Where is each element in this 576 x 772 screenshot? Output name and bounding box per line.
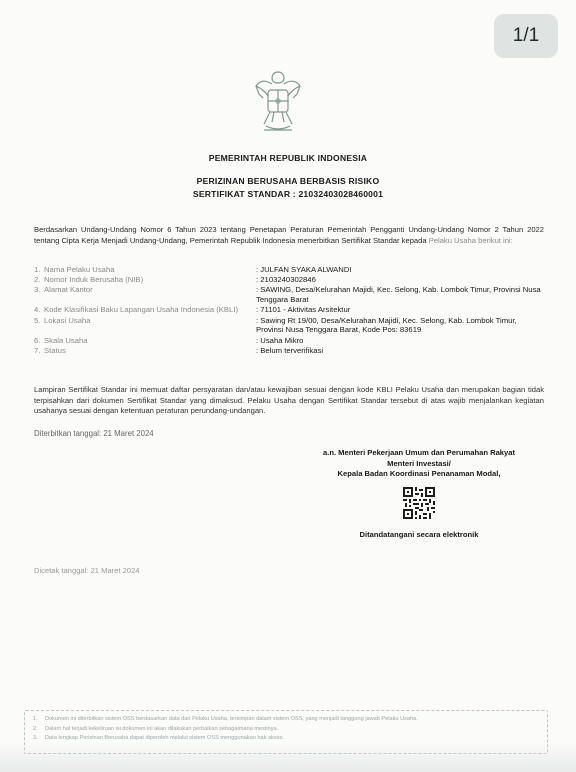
field-label: Alamat Kantor bbox=[44, 285, 93, 295]
field-number: 1. bbox=[34, 265, 41, 274]
intro-paragraph bbox=[34, 225, 544, 247]
field-value: : Belum terverifikasi bbox=[256, 345, 324, 355]
document-title: PERIZINAN BERUSAHA BERBASIS RISIKO bbox=[196, 176, 380, 186]
signatory-line-1: a.n. Menteri Pekerjaan Umum dan Perumahan Rakyat bbox=[322, 448, 516, 457]
signatory-line-2: Menteri Investasi/ bbox=[387, 458, 451, 468]
business-fields bbox=[34, 265, 544, 356]
field-row bbox=[34, 275, 544, 285]
electronic-signature-note: Ditandatangani secara elektronik bbox=[359, 530, 479, 539]
intro-tail: Pelaku Usaha berikut ini: bbox=[428, 235, 513, 245]
footer-note-number: 2. bbox=[33, 725, 38, 732]
qr-code-icon bbox=[403, 487, 435, 519]
issued-date: Diterbitkan tanggal: 21 Maret 2024 bbox=[34, 429, 154, 438]
field-number: 2. bbox=[34, 275, 41, 285]
field-row bbox=[34, 265, 544, 275]
field-label: Skala Usaha bbox=[44, 335, 88, 345]
field-value: : JULFAN SYAKA ALWANDI bbox=[256, 265, 352, 274]
field-row bbox=[34, 316, 544, 336]
field-number: 6. bbox=[34, 335, 41, 345]
footer-note-number: 1. bbox=[33, 716, 38, 722]
signatory-block bbox=[296, 448, 542, 480]
intro-text: Berdasarkan Undang-Undang Nomor 6 Tahun 2023 tentang Penetapan Peraturan Pemerintah Pengganti Undang-Undang Nomor 2 Tahun 2022 tentang Cipta Kerja Menjadi Undang-Undang, Pemerintah Republik Indonesia menerbitkan Sertifikat Standar kepada bbox=[34, 225, 544, 245]
bottom-shadow bbox=[0, 742, 576, 772]
field-number: 5. bbox=[34, 315, 41, 325]
field-value: : 71101 - Aktivitas Arsitektur bbox=[256, 305, 351, 315]
field-row bbox=[34, 336, 544, 346]
field-label: Nomor Induk Berusaha (NIB) bbox=[44, 275, 144, 285]
footer-note-number: 3. bbox=[33, 735, 38, 742]
field-number: 7. bbox=[34, 345, 41, 355]
field-label: Lokasi Usaha bbox=[44, 315, 91, 325]
field-label: Nama Pelaku Usaha bbox=[44, 265, 115, 274]
signatory-line-3: Kepala Badan Koordinasi Penanaman Modal, bbox=[337, 469, 501, 479]
field-label: Kode Klasifikasi Baku Lapangan Usaha Indonesia (KBLI) bbox=[44, 305, 239, 315]
footer-note-text: Data lengkap Perizinan Berusaha dapat diperoleh melalui sistem OSS menggunakan hak akses. bbox=[45, 735, 285, 742]
field-value: : Sawing Rt 19/00, Desa/Kelurahan Majidi, Kec. Selong, Kab. Lombok Timur, Provinsi Nusa Tenggara Barat, Kode Pos: 83619 bbox=[256, 315, 517, 335]
field-row bbox=[34, 346, 544, 356]
field-row bbox=[34, 305, 544, 315]
footer-note-text: Dalam hal terjadi kekeliruan isi dokumen ini akan dilakukan perbaikan sebagaimana mestinya. bbox=[45, 725, 279, 732]
closing-paragraph: Lampiran Sertifikat Standar ini memuat daftar persyaratan dan/atau kewajiban sesuai dengan kode KBLI Pelaku Usaha dan merupakan bagian tidak terpisahkan dari dokumen Sertifikat Standar yang dimaksud. Pelaku Usaha dengan Sertifikat Standar tersebut di atas wajib menjalankan kegiatan usahanya sesuai dengan ketentuan peraturan perundang-undangan. bbox=[34, 385, 544, 416]
field-value: : Usaha Mikro bbox=[256, 335, 304, 345]
page-indicator: 1/1 bbox=[494, 14, 558, 58]
field-row bbox=[34, 285, 544, 305]
government-heading: PEMERINTAH REPUBLIK INDONESIA bbox=[208, 153, 368, 163]
footer-note bbox=[33, 725, 539, 735]
certificate-number: SERTIFIKAT STANDAR : 21032403028460001 bbox=[192, 189, 384, 199]
field-value: : 2103240302846 bbox=[256, 275, 316, 285]
footer-note-text: Dokumen ini diterbitkan sistem OSS berdasarkan data dari Pelaku Usaha, tersimpan dalam sistem OSS, yang menjadi tanggung jawab Pelaku Usaha. bbox=[45, 716, 418, 722]
field-label: Status bbox=[44, 345, 66, 355]
footer-note bbox=[33, 715, 539, 725]
field-number: 4. bbox=[34, 305, 41, 315]
field-number: 3. bbox=[34, 285, 41, 295]
printed-date: Dicetak tanggal: 21 Maret 2024 bbox=[34, 566, 140, 575]
garuda-emblem-icon bbox=[252, 64, 304, 140]
field-value: : SAWING, Desa/Kelurahan Majidi, Kec. Selong, Kab. Lombok Timur, Provinsi Nusa Tenggara Barat bbox=[256, 285, 541, 305]
